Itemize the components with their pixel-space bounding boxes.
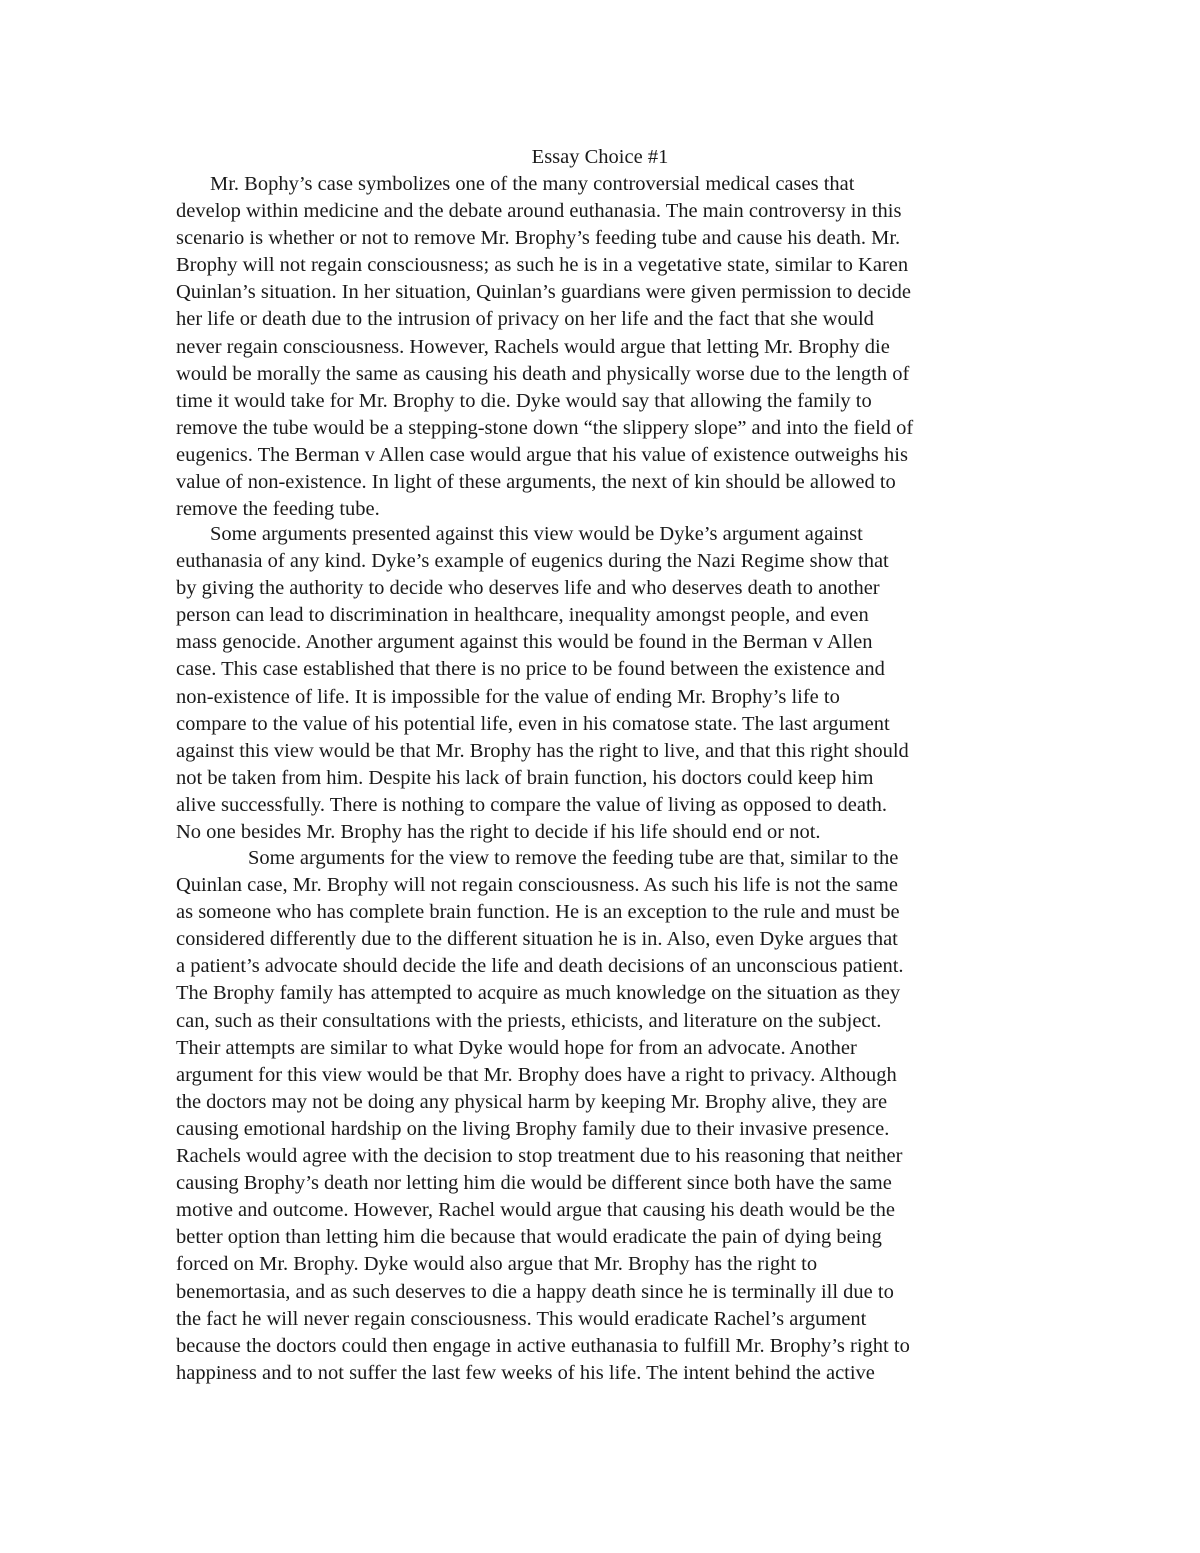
paragraph-line: the fact he will never regain consciousness. This would eradicate Rachel’s argument — [176, 1307, 867, 1330]
paragraph-line: Their attempts are similar to what Dyke would hope for from an advocate. Another — [176, 1036, 857, 1059]
paragraph-line: remove the tube would be a stepping-stone down “the slippery slope” and into the field of — [176, 416, 914, 439]
paragraph-1 — [176, 171, 1036, 523]
paragraph-line: against this view would be that Mr. Brophy has the right to live, and that this right should — [176, 739, 909, 762]
paragraph-line: better option than letting him die because that would eradicate the pain of dying being — [176, 1226, 882, 1249]
paragraph-line: as someone who has complete brain function. He is an exception to the rule and must be — [176, 901, 900, 924]
paragraph-line: motive and outcome. However, Rachel would argue that causing his death would be the — [176, 1199, 895, 1222]
paragraph-line: because the doctors could then engage in active euthanasia to fulfill Mr. Brophy’s right to — [176, 1334, 910, 1357]
paragraph-line: time it would take for Mr. Brophy to die. Dyke would say that allowing the family to — [176, 389, 872, 412]
paragraph-line: develop within medicine and the debate around euthanasia. The main controversy in this — [176, 200, 902, 223]
paragraph-2 — [176, 521, 1036, 846]
paragraph-line: Rachels would agree with the decision to stop treatment due to his reasoning that neither — [176, 1145, 903, 1168]
paragraph-line: eugenics. The Berman v Allen case would argue that his value of existence outweighs his — [176, 443, 908, 466]
paragraph-line: Quinlan case, Mr. Brophy will not regain consciousness. As such his life is not the same — [176, 874, 898, 897]
paragraph-line: mass genocide. Another argument against this would be found in the Berman v Allen — [176, 631, 873, 654]
paragraph-line: happiness and to not suffer the last few weeks of his life. The intent behind the active — [176, 1361, 875, 1384]
paragraph-line: can, such as their consultations with the priests, ethicists, and literature on the subject. — [176, 1009, 882, 1032]
paragraph-line: The Brophy family has attempted to acquire as much knowledge on the situation as they — [176, 982, 901, 1005]
essay-title: Essay Choice #1 — [531, 146, 669, 168]
paragraph-line: causing Brophy’s death nor letting him die would be different since both have the same — [176, 1172, 892, 1195]
paragraph-line: by giving the authority to decide who deserves life and who deserves death to another — [176, 577, 880, 600]
paragraph-line: forced on Mr. Brophy. Dyke would also argue that Mr. Brophy has the right to — [176, 1253, 818, 1276]
paragraph-line: remove the feeding tube. — [176, 498, 380, 521]
paragraph-line: compare to the value of his potential life, even in his comatose state. The last argument — [176, 712, 890, 735]
paragraph-line: case. This case established that there is no price to be found between the existence and — [176, 658, 885, 681]
paragraph-line: benemortasia, and as such deserves to die a happy death since he is terminally ill due to — [176, 1280, 894, 1303]
paragraph-line: would be morally the same as causing his death and physically worse due to the length of — [176, 362, 910, 385]
paragraph-line: causing emotional hardship on the living Brophy family due to their invasive presence. — [176, 1117, 890, 1140]
paragraph-line: a patient’s advocate should decide the life and death decisions of an unconscious patient. — [176, 955, 904, 978]
paragraph-line: never regain consciousness. However, Rachels would argue that letting Mr. Brophy die — [176, 335, 890, 358]
paragraph-line: value of non-existence. In light of these arguments, the next of kin should be allowed to — [176, 471, 896, 494]
paragraph-line: Quinlan’s situation. In her situation, Quinlan’s guardians were given permission to decide — [176, 281, 912, 304]
paragraph-line: Some arguments for the view to remove the feeding tube are that, similar to the — [248, 847, 899, 869]
paragraph-line: non-existence of life. It is impossible for the value of ending Mr. Brophy’s life to — [176, 685, 840, 708]
paragraph-line: person can lead to discrimination in healthcare, inequality amongst people, and even — [176, 604, 869, 627]
paragraph-line: the doctors may not be doing any physical harm by keeping Mr. Brophy alive, they are — [176, 1090, 888, 1113]
paragraph-line: alive successfully. There is nothing to compare the value of living as opposed to death. — [176, 793, 888, 816]
paragraph-line: argument for this view would be that Mr. Brophy does have a right to privacy. Although — [176, 1063, 897, 1086]
paragraph-line: euthanasia of any kind. Dyke’s example of eugenics during the Nazi Regime show that — [176, 550, 889, 573]
paragraph-line: considered differently due to the different situation he is in. Also, even Dyke argues that — [176, 928, 898, 951]
paragraph-line: No one besides Mr. Brophy has the right to decide if his life should end or not. — [176, 821, 821, 844]
paragraph-line: Brophy will not regain consciousness; as such he is in a vegetative state, similar to Karen — [176, 254, 909, 277]
paragraph-line: Some arguments presented against this view would be Dyke’s argument against — [210, 523, 863, 545]
paragraph-line: Mr. Bophy’s case symbolizes one of the many controversial medical cases that — [210, 173, 855, 195]
paragraph-line: her life or death due to the intrusion of privacy on her life and the fact that she would — [176, 308, 874, 331]
paragraph-3 — [176, 845, 1036, 1387]
paragraph-line: scenario is whether or not to remove Mr. Brophy’s feeding tube and cause his death. Mr. — [176, 227, 901, 250]
paragraph-line: not be taken from him. Despite his lack of brain function, his doctors could keep him — [176, 766, 874, 789]
